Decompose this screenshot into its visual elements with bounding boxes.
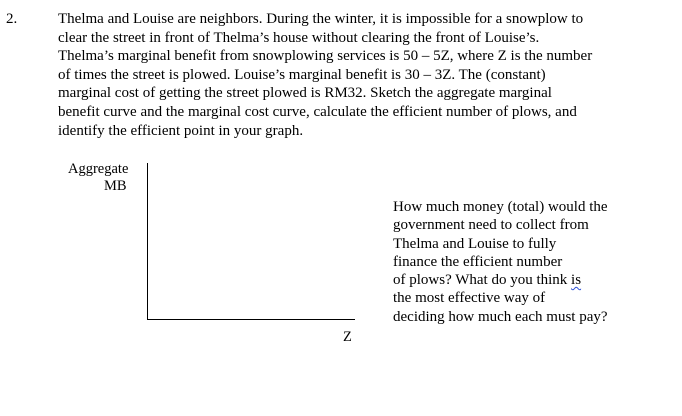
- side-question-line: deciding how much each must pay?: [393, 308, 608, 325]
- question-line: Thelma and Louise are neighbors. During the winter, it is impossible for a snowplow to: [58, 11, 584, 27]
- y-axis-label-line2: MB: [104, 178, 127, 194]
- question-text: [58, 10, 668, 140]
- graph-x-axis: [147, 319, 355, 320]
- spellcheck-marked-word[interactable]: is: [571, 272, 582, 289]
- question-line: marginal cost of getting the street plowed is RM32. Sketch the aggregate marginal: [58, 85, 552, 102]
- side-question: [393, 198, 643, 326]
- side-question-line5-start: of plows? What do you think: [393, 272, 572, 289]
- question-line: benefit curve and the marginal cost curve, calculate the efficient number of plows, and: [58, 103, 577, 120]
- side-question-line: How much money (total) would the: [393, 199, 608, 215]
- question-line: of times the street is plowed. Louise’s marginal benefit is 30 – 3Z. The (constant): [58, 66, 546, 83]
- side-question-line: government need to collect from: [393, 217, 589, 234]
- question-line: identify the efficient point in your graph.: [58, 122, 304, 139]
- y-axis-label-line1: Aggregate: [68, 161, 129, 177]
- question-line: Thelma’s marginal benefit from snowplowing services is 50 – 5Z, where Z is the number: [58, 48, 593, 65]
- x-axis-label: Z: [343, 329, 352, 345]
- question-number: 2.: [6, 11, 18, 27]
- side-question-line: finance the efficient number: [393, 253, 563, 270]
- side-question-line: the most effective way of: [393, 290, 546, 307]
- side-question-line: [393, 271, 643, 289]
- question-line: clear the street in front of Thelma’s house without clearing the front of Louise’s.: [58, 29, 540, 46]
- graph-y-axis: [147, 163, 148, 320]
- side-question-line: Thelma and Louise to fully: [393, 235, 557, 252]
